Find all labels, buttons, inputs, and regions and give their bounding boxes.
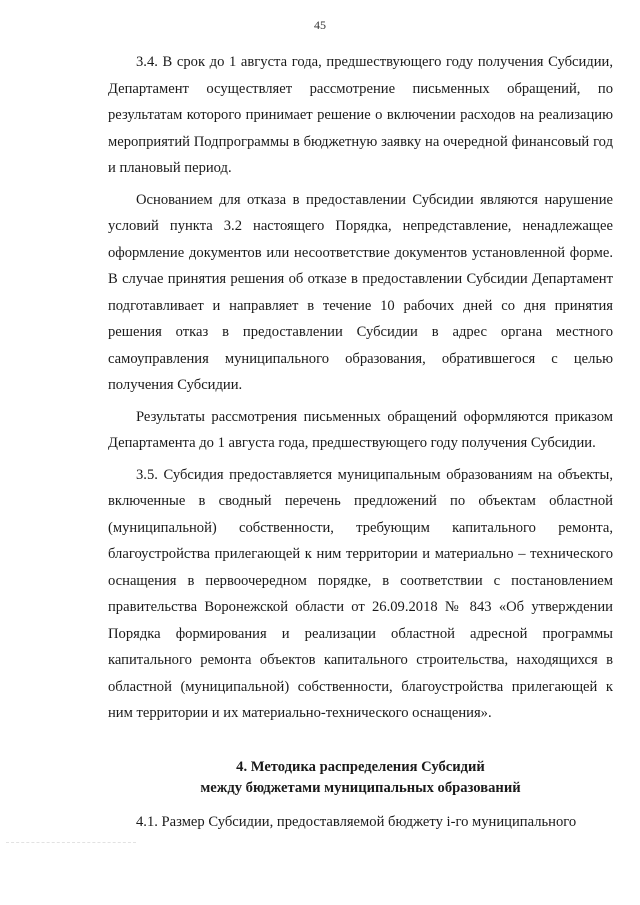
section-heading — [108, 757, 613, 799]
paragraph-refusal-grounds: Основанием для отказа в предоставлении Субсидии являются нарушение условий пункта 3.2 настоящего Порядка, непредставление, ненадлежащее оформление документов или несоответствие документов установленной форме. В случае принятия решения об отказе в предоставлении Субсидии Департамент подготавливает и направляет в течение 10 рабочих дней со дня принятия решения отказ в предоставлении Субсидии в адрес органа местного самоуправления муниципального образования, обратившегося с целью получения Субсидии. — [108, 191, 613, 393]
paragraph-3-5: 3.5. Субсидия предоставляется муниципальным образованиям на объекты, включенные в сводный перечень предложений по объектам областной (муниципальной) собственности, требующим капитального ремонта, благоустройства прилегающей к ним территории и материально – технического оснащения в первоочередном порядке, в соответствии с постановлением правительства Воронежской области от 26.09.2018 № 843 «Об утверждении Порядка формирования и реализации областной адресной программы капитального ремонта объектов капитального строительства, находящихся в областной (муниципальной) собственности, благоустройства прилегающей к ним территории и их материально-технического оснащения». — [108, 466, 613, 721]
paragraph-results: Результаты рассмотрения письменных обращений оформляются приказом Департамента до 1 августа года, предшествующего году получения Субсидии. — [108, 408, 613, 451]
paragraph-4-1: 4.1. Размер Субсидии, предоставляемой бюджету i-го муниципального — [136, 813, 577, 830]
section-heading-line-1: 4. Методика распределения Субсидий — [236, 758, 485, 775]
paragraph-3-4: 3.4. В срок до 1 августа года, предшествующего году получения Субсидии, Департамент осуществляет рассмотрение письменных обращений, по результатам которого принимает решение о включении расходов на реализацию мероприятий Подпрограммы в бюджетную заявку на очередной финансовый год и плановый период. — [108, 54, 613, 176]
scan-mark — [6, 842, 136, 843]
document-body — [108, 49, 613, 835]
section-heading-line-2: между бюджетами муниципальных образований — [200, 779, 521, 796]
page-number: 45 — [314, 18, 326, 32]
